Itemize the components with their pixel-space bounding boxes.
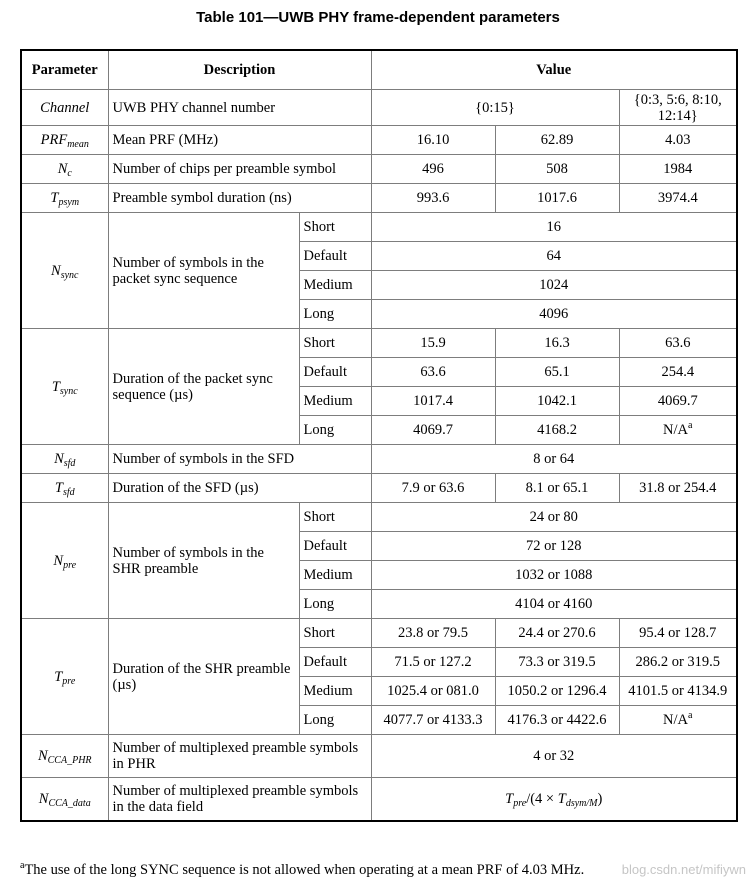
value-cell: 4 or 32 bbox=[371, 735, 737, 778]
param-tsfd: $T_{sfd}$ bbox=[21, 474, 108, 503]
desc-npre: Number of symbols in the SHR preamble bbox=[108, 503, 299, 619]
param-channel: Channel bbox=[21, 90, 108, 126]
value-cell: $N/A^a$ bbox=[619, 416, 737, 445]
param-tpre: $T_{pre}$ bbox=[21, 619, 108, 735]
value-cell: 15.9 bbox=[371, 329, 495, 358]
sub-label: Long bbox=[299, 416, 371, 445]
value-cell: 4101.5 or 4134.9 bbox=[619, 677, 737, 706]
sub-label: Short bbox=[299, 213, 371, 242]
desc-tsync: Duration of the packet sync sequence (µs) bbox=[108, 329, 299, 445]
desc-ncca-phr: Number of multiplexed preamble symbols in PHR bbox=[108, 735, 371, 778]
value-cell: 4077.7 or 4133.3 bbox=[371, 706, 495, 735]
value-cell: 1017.6 bbox=[495, 184, 619, 213]
value-cell: 23.8 or 79.5 bbox=[371, 619, 495, 648]
param-ncca-phr: $N_{CCA\_PHR}$ bbox=[21, 735, 108, 778]
sub-label: Medium bbox=[299, 561, 371, 590]
sub-label: Default bbox=[299, 532, 371, 561]
value-cell: 1025.4 or 081.0 bbox=[371, 677, 495, 706]
value-cell: 72 or 128 bbox=[371, 532, 737, 561]
table-row bbox=[21, 126, 737, 155]
value-cell: {0:3, 5:6, 8:10, 12:14} bbox=[619, 90, 737, 126]
sub-label: Short bbox=[299, 329, 371, 358]
param-npre: $N_{pre}$ bbox=[21, 503, 108, 619]
value-cell: 16.10 bbox=[371, 126, 495, 155]
value-cell: 4069.7 bbox=[619, 387, 737, 416]
sub-label: Default bbox=[299, 358, 371, 387]
sub-label: Default bbox=[299, 242, 371, 271]
sub-label: Long bbox=[299, 590, 371, 619]
sub-label: Long bbox=[299, 706, 371, 735]
value-cell: 31.8 or 254.4 bbox=[619, 474, 737, 503]
value-cell: 4168.2 bbox=[495, 416, 619, 445]
value-cell: 1050.2 or 1296.4 bbox=[495, 677, 619, 706]
value-cell: {0:15} bbox=[371, 90, 619, 126]
header-description: Description bbox=[108, 50, 371, 90]
value-cell: 24.4 or 270.6 bbox=[495, 619, 619, 648]
value-cell: 63.6 bbox=[619, 329, 737, 358]
sub-label: Short bbox=[299, 619, 371, 648]
value-cell: 4.03 bbox=[619, 126, 737, 155]
footnote-marker: a bbox=[688, 710, 693, 721]
param-tpsym: $T_{psym}$ bbox=[21, 184, 108, 213]
sub-label: Short bbox=[299, 503, 371, 532]
table-row bbox=[21, 445, 737, 474]
value-cell: 254.4 bbox=[619, 358, 737, 387]
value-cell: 1042.1 bbox=[495, 387, 619, 416]
desc-nc: Number of chips per preamble symbol bbox=[108, 155, 371, 184]
param-nc: $N_c$ bbox=[21, 155, 108, 184]
footnote-marker: a bbox=[20, 860, 25, 871]
table-row bbox=[21, 474, 737, 503]
sub-label: Long bbox=[299, 300, 371, 329]
value-cell: 508 bbox=[495, 155, 619, 184]
desc-tsfd: Duration of the SFD (µs) bbox=[108, 474, 371, 503]
value-cell: 62.89 bbox=[495, 126, 619, 155]
value-cell: 1024 bbox=[371, 271, 737, 300]
table-row bbox=[21, 778, 737, 821]
table-caption: Table 101—UWB PHY frame-dependent parameters bbox=[196, 9, 560, 26]
desc-nsync: Number of symbols in the packet sync sequence bbox=[108, 213, 299, 329]
table-row bbox=[21, 90, 737, 126]
param-ncca-data: $N_{CCA\_data}$ bbox=[21, 778, 108, 821]
value-cell: 24 or 80 bbox=[371, 503, 737, 532]
footnote-marker: a bbox=[688, 420, 693, 431]
value-cell: 65.1 bbox=[495, 358, 619, 387]
value-cell: 1984 bbox=[619, 155, 737, 184]
table-row bbox=[21, 184, 737, 213]
sub-label: Default bbox=[299, 648, 371, 677]
param-tsync: $T_{sync}$ bbox=[21, 329, 108, 445]
value-cell: 16.3 bbox=[495, 329, 619, 358]
sub-label: Medium bbox=[299, 271, 371, 300]
table-row bbox=[21, 619, 737, 648]
desc-ncca-data: Number of multiplexed preamble symbols in the data field bbox=[108, 778, 371, 821]
table-row bbox=[21, 503, 737, 532]
value-cell: 4104 or 4160 bbox=[371, 590, 737, 619]
sub-label: Medium bbox=[299, 387, 371, 416]
param-prf-mean: $PRF_{mean}$ bbox=[21, 126, 108, 155]
value-cell: 496 bbox=[371, 155, 495, 184]
value-cell: 95.4 or 128.7 bbox=[619, 619, 737, 648]
parameters-table bbox=[20, 49, 738, 822]
header-row bbox=[21, 50, 737, 90]
header-parameter: Parameter bbox=[21, 50, 108, 90]
desc-prf-mean: Mean PRF (MHz) bbox=[108, 126, 371, 155]
sub-label: Medium bbox=[299, 677, 371, 706]
param-nsfd: $N_{sfd}$ bbox=[21, 445, 108, 474]
value-cell: 286.2 or 319.5 bbox=[619, 648, 737, 677]
value-cell: $N/A^a$ bbox=[619, 706, 737, 735]
table-row bbox=[21, 735, 737, 778]
desc-tpsym: Preamble symbol duration (ns) bbox=[108, 184, 371, 213]
header-value: Value bbox=[371, 50, 737, 90]
value-cell: 8.1 or 65.1 bbox=[495, 474, 619, 503]
desc-nsfd: Number of symbols in the SFD bbox=[108, 445, 371, 474]
table-footnote: $^a$The use of the long SYNC sequence is not allowed when operating at a mean PRF of 4.03 MHz. bbox=[20, 860, 585, 878]
table-row bbox=[21, 213, 737, 242]
value-cell: 4096 bbox=[371, 300, 737, 329]
value-cell: 16 bbox=[371, 213, 737, 242]
value-cell: 4069.7 bbox=[371, 416, 495, 445]
value-cell: 993.6 bbox=[371, 184, 495, 213]
value-cell: 1032 or 1088 bbox=[371, 561, 737, 590]
value-cell: 73.3 or 319.5 bbox=[495, 648, 619, 677]
value-cell: 7.9 or 63.6 bbox=[371, 474, 495, 503]
value-cell: 63.6 bbox=[371, 358, 495, 387]
table-row bbox=[21, 329, 737, 358]
value-cell: 1017.4 bbox=[371, 387, 495, 416]
value-cell: 71.5 or 127.2 bbox=[371, 648, 495, 677]
value-cell: 64 bbox=[371, 242, 737, 271]
value-cell: 3974.4 bbox=[619, 184, 737, 213]
value-cell: 8 or 64 bbox=[371, 445, 737, 474]
table-row bbox=[21, 155, 737, 184]
value-cell: 4176.3 or 4422.6 bbox=[495, 706, 619, 735]
desc-channel: UWB PHY channel number bbox=[108, 90, 371, 126]
param-nsync: $N_{sync}$ bbox=[21, 213, 108, 329]
desc-tpre: Duration of the SHR preamble (µs) bbox=[108, 619, 299, 735]
formula-cell: $T_{pre}/(4 \times T_{dsym/M})$ bbox=[371, 778, 737, 821]
watermark: blog.csdn.net/mifiywn bbox=[621, 862, 746, 877]
